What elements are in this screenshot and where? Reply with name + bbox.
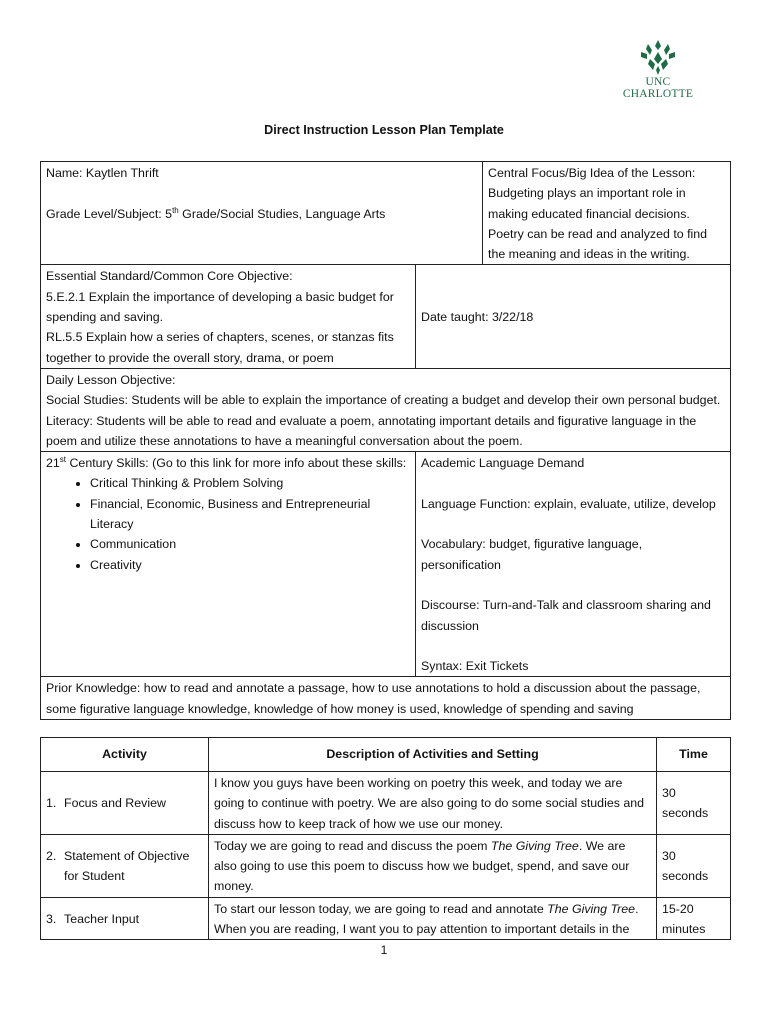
skill-item: • Financial, Economic, Business and Entrepreneurial Literacy xyxy=(90,494,410,535)
document-title: Direct Instruction Lesson Plan Template xyxy=(264,123,504,137)
activities-table xyxy=(40,737,731,940)
page-number: 1 xyxy=(380,943,388,957)
essential-standard-label: Essential Standard/Common Core Objective: xyxy=(46,269,293,284)
activity-name: Focus and Review xyxy=(64,796,166,811)
skill-item: • Communication xyxy=(90,534,410,554)
academic-language-label: Academic Language Demand xyxy=(421,456,585,471)
activity-name: Teacher Input xyxy=(64,911,140,926)
syntax: Syntax: Exit Tickets xyxy=(421,659,529,674)
daily-objective-cell xyxy=(41,368,731,451)
description-cell: Today we are going to read and discuss the poem The Giving Tree. We are also going to use this poem to discuss how we budget, spend, and save our money. xyxy=(209,834,657,897)
standard-5e21: 5.E.2.1 Explain the importance of developing a basic budget for spending and saving. xyxy=(46,289,394,325)
skills-list xyxy=(46,473,410,574)
description-header: Description of Activities and Setting xyxy=(209,738,657,772)
activity-cell xyxy=(41,897,209,940)
time-header: Time xyxy=(657,738,731,772)
standard-rl55: RL.5.5 Explain how a series of chapters, scenes, or stanzas fits together to provide the overall story, drama, or poem xyxy=(46,330,394,365)
table-row xyxy=(41,772,731,835)
plan-row-skills-language xyxy=(41,452,731,677)
objective-literacy: Literacy: Students will be able to read and evaluate a poem, annotating important details and figurative language in the poem and utilize these annotations to have a meaningful conversation about the poem. xyxy=(46,413,697,448)
plan-row-prior-knowledge xyxy=(41,677,731,720)
crown-icon xyxy=(638,40,678,76)
activity-name-continued: for Student xyxy=(64,869,125,884)
book-title: The Giving Tree xyxy=(490,838,579,853)
language-function: Language Function: explain, evaluate, utilize, develop xyxy=(421,496,716,511)
teacher-name: Name: Kaytlen Thrift xyxy=(46,166,159,180)
century-skills-label: 21st Century Skills: (Go to this link for more info about these skills: xyxy=(46,455,407,471)
time-cell: 30 seconds xyxy=(657,772,731,835)
date-taught-cell xyxy=(416,265,731,368)
objective-social-studies: Social Studies: Students will be able to explain the importance of creating a budget and develop their own personal budget. xyxy=(46,393,721,408)
central-focus-cell xyxy=(483,162,731,265)
description-cell: I know you guys have been working on poetry this week, and today we are going to continue with poetry. We are also going to do some social studies and discuss how to keep track of how we use our money. xyxy=(209,772,657,835)
plan-row-header-info xyxy=(41,162,731,265)
logo-text: UNC CHARLOTTE xyxy=(622,76,694,100)
century-skills-cell xyxy=(41,452,416,677)
description-cell: To start our lesson today, we are going to read and annotate The Giving Tree. When you are reading, I want you to pay attention to important details in the xyxy=(209,897,657,940)
activity-cell xyxy=(41,834,209,897)
time-cell: 15-20 minutes xyxy=(657,897,731,940)
essential-standard-cell xyxy=(41,265,416,368)
activity-cell xyxy=(41,772,209,835)
vocabulary: Vocabulary: budget, figurative language, personification xyxy=(421,537,643,572)
activity-header: Activity xyxy=(41,738,209,772)
activity-number: 1. xyxy=(46,796,57,811)
central-focus-label: Central Focus/Big Idea of the Lesson: xyxy=(488,166,696,180)
skill-item: • Critical Thinking & Problem Solving xyxy=(90,473,410,493)
grade-level-subject: Grade Level/Subject: 5th Grade/Social Studies, Language Arts xyxy=(46,205,386,221)
activities-header-row xyxy=(41,738,731,772)
activity-name: Statement of Objective xyxy=(64,849,190,864)
daily-objective-label: Daily Lesson Objective: xyxy=(46,372,176,387)
lesson-plan-table xyxy=(40,161,731,720)
table-row xyxy=(41,897,731,940)
activity-number: 2. xyxy=(46,849,57,864)
plan-row-standards xyxy=(41,265,731,368)
academic-language-cell xyxy=(416,452,731,677)
prior-knowledge-cell xyxy=(41,677,731,720)
time-cell: 30 seconds xyxy=(657,834,731,897)
prior-knowledge: Prior Knowledge: how to read and annotate a passage, how to use annotations to hold a discussion about the passage, some figurative language knowledge, knowledge of how money is used, knowledge of spending and saving xyxy=(46,681,701,716)
table-row xyxy=(41,834,731,897)
unc-charlotte-logo xyxy=(610,40,706,100)
name-grade-cell xyxy=(41,162,483,265)
date-taught: Date taught: 3/22/18 xyxy=(421,310,534,325)
book-title: The Giving Tree xyxy=(547,901,636,916)
central-focus-text: Budgeting plays an important role in making educated financial decisions. Poetry can be read and analyzed to find the meaning and ideas in the writing. xyxy=(488,186,708,262)
skill-item: • Creativity xyxy=(90,555,410,575)
activity-number: 3. xyxy=(46,911,57,926)
discourse: Discourse: Turn-and-Talk and classroom sharing and discussion xyxy=(421,598,711,633)
plan-row-daily-objective xyxy=(41,368,731,451)
